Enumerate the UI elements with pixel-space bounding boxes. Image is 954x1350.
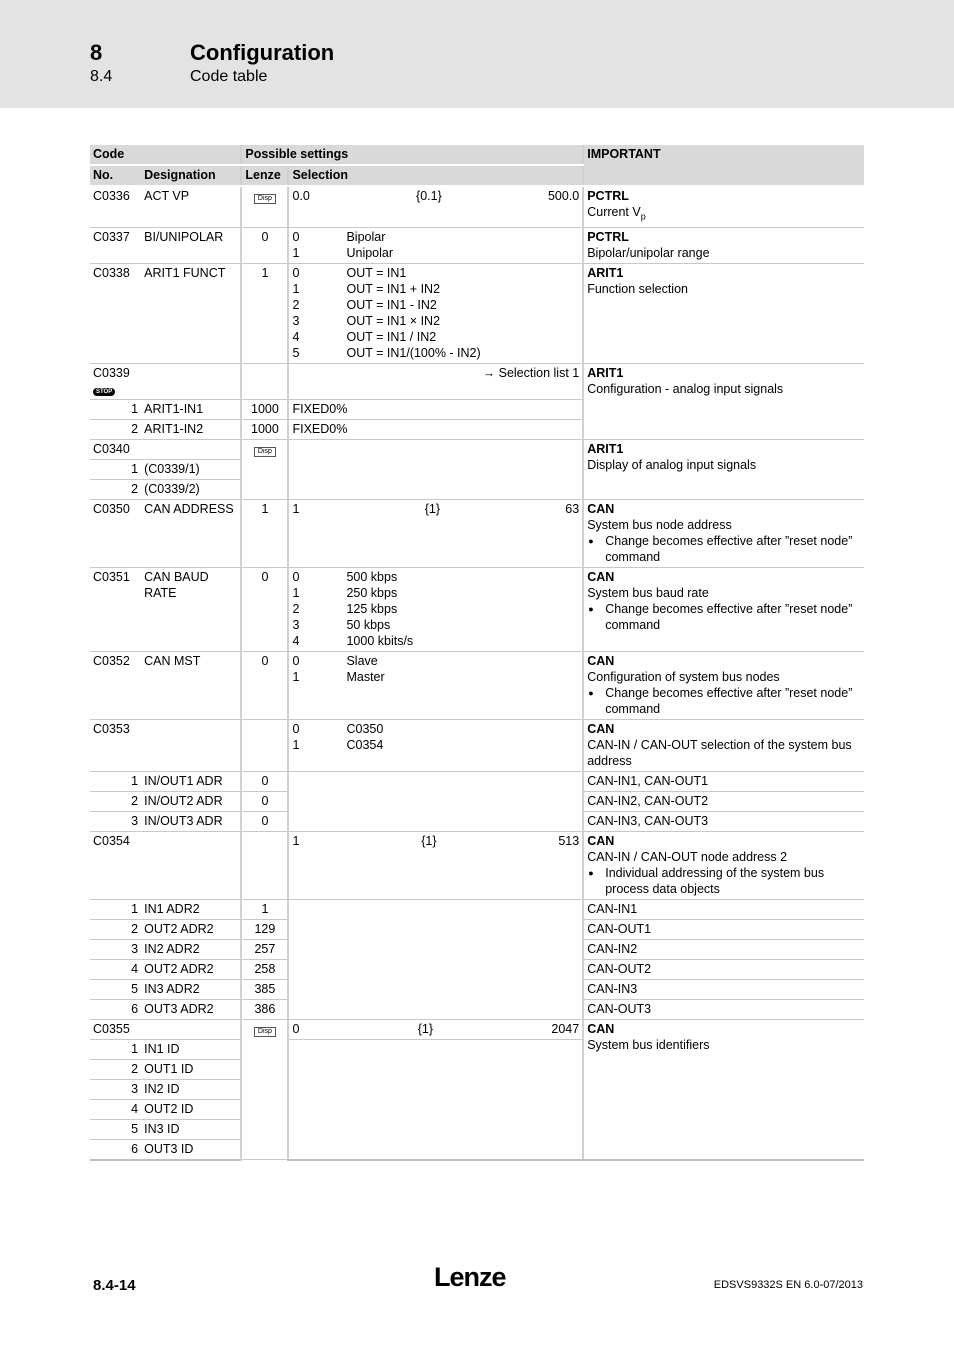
display-only-icon: Disp [254, 447, 276, 457]
lenze-value: 258 [241, 959, 288, 979]
range-max: 63 [565, 501, 580, 516]
lenze-value: 0 [241, 227, 288, 263]
lenze-value: 129 [241, 919, 288, 939]
option-text: OUT = IN1 × IN2 [346, 313, 441, 328]
subcode-no: 1 [105, 771, 141, 791]
option-text: Bipolar [346, 229, 386, 244]
lenze-value: 385 [241, 979, 288, 999]
subcode-no: 1 [105, 459, 141, 479]
option-value: 4 [292, 329, 300, 344]
designation: CAN ADDRESS [141, 499, 241, 567]
table-row [90, 567, 864, 651]
option-text: OUT = IN1 - IN2 [346, 297, 437, 312]
option-value: 1 [292, 737, 300, 752]
code-no: C0355 [90, 1019, 141, 1039]
bullet-item: ● Change becomes effective after ”reset node” command [605, 601, 861, 633]
range-min: 1 [292, 501, 300, 516]
option-value: 4 [292, 633, 300, 648]
lenze-value: 386 [241, 999, 288, 1019]
designation: CAN MST [141, 651, 241, 719]
col-header-possible-settings: Possible settings [241, 145, 583, 165]
range-step: {0.1} [416, 189, 442, 203]
stop-icon: STOP [93, 388, 115, 396]
designation: IN2 ID [141, 1079, 241, 1099]
code-no: C0336 [90, 186, 141, 227]
designation: (C0339/2) [141, 479, 241, 499]
subcode-no: 1 [105, 899, 141, 919]
bullet-list [587, 865, 861, 897]
code-no: C0351 [90, 567, 141, 651]
designation: IN3 ID [141, 1119, 241, 1139]
code-no: C0340 [90, 439, 141, 459]
important-text: CAN-IN1, CAN-OUT1 [583, 771, 864, 791]
subcode-no: 4 [105, 1099, 141, 1119]
range-min: 1 [292, 833, 300, 848]
table-row [90, 499, 864, 567]
important-text: CAN-OUT2 [583, 959, 864, 979]
option-text: 50 kbps [346, 617, 391, 632]
important-text: CAN-IN / CAN-OUT node address 2 [587, 849, 788, 864]
col-header-lenze: Lenze [241, 165, 288, 186]
subscript: p [640, 211, 646, 222]
designation: IN/OUT1 ADR [141, 771, 241, 791]
important-text: CAN-OUT3 [583, 999, 864, 1019]
col-header-code: Code [90, 145, 241, 165]
subcode-no: 2 [105, 419, 141, 439]
table-row [90, 263, 864, 363]
lenze-value: 1 [241, 499, 288, 567]
option-value: 2 [292, 601, 300, 616]
important-title: ARIT1 [587, 441, 624, 456]
option-text: Unipolar [346, 245, 394, 260]
subcode-no: 2 [105, 479, 141, 499]
designation: IN1 ID [141, 1039, 241, 1059]
table-row [90, 363, 864, 399]
col-header-no: No. [90, 165, 141, 186]
code-no: C0352 [90, 651, 141, 719]
designation: OUT3 ADR2 [141, 999, 241, 1019]
document-id: EDSVS9332S EN 6.0-07/2013 [713, 1279, 863, 1291]
table-header-row [90, 145, 864, 165]
designation: IN2 ADR2 [141, 939, 241, 959]
table-row [90, 1019, 864, 1039]
subcode-no: 6 [105, 999, 141, 1019]
code-table [90, 145, 864, 1161]
lenze-value: 0 [241, 791, 288, 811]
important-text: System bus identifiers [587, 1037, 710, 1052]
option-text: 250 kbps [346, 585, 398, 600]
option-text: OUT = IN1 [346, 265, 407, 280]
option-value: 1 [292, 281, 300, 296]
option-value: 0 [292, 569, 300, 584]
important-title: CAN [587, 833, 615, 848]
option-value: 3 [292, 617, 300, 632]
subcode-no: 2 [105, 791, 141, 811]
important-text: CAN-IN2, CAN-OUT2 [583, 791, 864, 811]
important-text: CAN-IN2 [583, 939, 864, 959]
subcode-no: 1 [105, 1039, 141, 1059]
code-no: C0338 [90, 263, 141, 363]
lenze-value: 257 [241, 939, 288, 959]
display-only-icon: Disp [254, 194, 276, 204]
lenze-value: 0 [241, 567, 288, 651]
option-value: 5 [292, 345, 300, 360]
chapter-number: 8 [90, 40, 103, 65]
designation: CAN BAUD RATE [141, 567, 241, 651]
lenze-value: 0 [241, 771, 288, 791]
option-value: 2 [292, 297, 300, 312]
option-text: C0354 [346, 737, 384, 752]
important-text: CAN-IN / CAN-OUT selection of the system bus address [587, 737, 852, 768]
option-value: 0 [292, 721, 300, 736]
important-text: Current V [587, 205, 641, 219]
lenze-logo: Lenze [434, 1262, 506, 1292]
table-row [90, 831, 864, 899]
designation: ARIT1-IN2 [141, 419, 241, 439]
important-text: System bus baud rate [587, 585, 709, 600]
lenze-value: 1 [241, 899, 288, 919]
important-text: CAN-IN3 [583, 979, 864, 999]
selection-value: FIXED0% [288, 419, 583, 439]
bullet-list [587, 601, 861, 633]
designation: IN3 ADR2 [141, 979, 241, 999]
value-range [292, 833, 579, 849]
subcode-no: 5 [105, 1119, 141, 1139]
designation: OUT3 ID [141, 1139, 241, 1160]
designation: OUT1 ID [141, 1059, 241, 1079]
subcode-no: 3 [105, 811, 141, 831]
designation: IN/OUT2 ADR [141, 791, 241, 811]
important-title: CAN [587, 501, 615, 516]
code-no: C0339 [93, 365, 130, 380]
lenze-value: 0 [241, 811, 288, 831]
subcode-no: 6 [105, 1139, 141, 1160]
option-text: 500 kbps [346, 569, 398, 584]
subcode-no: 3 [105, 1079, 141, 1099]
selection-list [292, 229, 579, 261]
range-step: {1} [421, 833, 437, 848]
option-text: OUT = IN1/(100% - IN2) [346, 345, 481, 360]
option-value: 0 [292, 229, 300, 244]
range-step: {1} [417, 1021, 434, 1036]
code-no: C0337 [90, 227, 141, 263]
section-number: 8.4 [90, 68, 113, 85]
option-text: C0350 [346, 721, 384, 736]
value-range [292, 188, 579, 204]
option-text: 1000 kbits/s [346, 633, 414, 648]
option-value: 1 [292, 585, 300, 600]
value-range [292, 501, 579, 517]
subcode-no: 1 [105, 399, 141, 419]
bullet-item: ● Change becomes effective after ”reset node” command [605, 533, 861, 565]
display-only-icon: Disp [254, 1027, 276, 1037]
option-value: 3 [292, 313, 300, 328]
important-text: Configuration of system bus nodes [587, 669, 780, 684]
col-header-selection: Selection [288, 165, 583, 186]
table-row [90, 227, 864, 263]
subcode-no: 5 [105, 979, 141, 999]
bullet-item: ● Individual addressing of the system bus process data objects [605, 865, 861, 897]
section-title: Code table [190, 68, 268, 85]
page-number: 8.4-14 [93, 1277, 136, 1294]
designation: IN1 ADR2 [141, 899, 241, 919]
table-row [90, 651, 864, 719]
important-title: CAN [587, 1021, 615, 1036]
subcode-no: 2 [105, 1059, 141, 1079]
table-row [90, 899, 864, 919]
important-text: CAN-OUT1 [583, 919, 864, 939]
important-title: CAN [587, 569, 615, 584]
important-title: CAN [587, 721, 615, 736]
important-title: CAN [587, 653, 615, 668]
code-no: C0350 [90, 499, 141, 567]
code-no: C0353 [90, 719, 141, 771]
col-header-important: IMPORTANT [583, 145, 864, 186]
option-text: OUT = IN1 + IN2 [346, 281, 441, 296]
selection-list [292, 569, 579, 649]
bullet-list [587, 533, 861, 565]
range-step: {1} [424, 501, 441, 516]
designation: ARIT1-IN1 [141, 399, 241, 419]
important-text: CAN-IN3, CAN-OUT3 [583, 811, 864, 831]
selection-list-ref: → Selection list 1 [288, 363, 583, 399]
designation: OUT2 ADR2 [141, 919, 241, 939]
table-row [90, 771, 864, 791]
option-text: OUT = IN1 / IN2 [346, 329, 437, 344]
selection-list [292, 265, 579, 361]
designation: (C0339/1) [141, 459, 241, 479]
important-text: CAN-IN1 [583, 899, 864, 919]
table-row [90, 439, 864, 459]
important-text: Configuration - analog input signals [587, 381, 784, 396]
subcode-no: 3 [105, 939, 141, 959]
option-value: 1 [292, 245, 300, 260]
col-header-designation: Designation [141, 165, 241, 186]
important-text: Display of analog input signals [587, 457, 757, 472]
lenze-value: 1 [241, 263, 288, 363]
code-no: C0354 [90, 831, 141, 899]
bullet-list [587, 685, 861, 717]
selection-value: FIXED0% [288, 399, 583, 419]
lenze-value: 0 [241, 651, 288, 719]
selection-list [292, 653, 579, 685]
lenze-value: 1000 [241, 419, 288, 439]
chapter-title: Configuration [190, 40, 335, 65]
subcode-no: 2 [105, 919, 141, 939]
designation: OUT2 ADR2 [141, 959, 241, 979]
designation: IN/OUT3 ADR [141, 811, 241, 831]
option-value: 1 [292, 669, 300, 684]
subcode-no: 4 [105, 959, 141, 979]
range-max: 500.0 [547, 189, 580, 203]
lenze-value: 1000 [241, 399, 288, 419]
important-text: System bus node address [587, 517, 732, 532]
option-text: 125 kbps [346, 601, 398, 616]
range-max: 513 [558, 833, 580, 848]
designation: OUT2 ID [141, 1099, 241, 1119]
important-text: Bipolar/unipolar range [587, 245, 710, 260]
important-title: PCTRL [587, 189, 629, 203]
designation: ARIT1 FUNCT [141, 263, 241, 363]
important-title: ARIT1 [587, 265, 624, 280]
range-min: 0.0 [292, 189, 310, 203]
important-title: ARIT1 [587, 365, 624, 380]
range-max: 2047 [551, 1021, 580, 1036]
option-text: Slave [346, 653, 378, 668]
option-value: 0 [292, 653, 300, 668]
option-value: 0 [292, 265, 300, 280]
header-band [0, 0, 954, 108]
range-min: 0 [292, 1021, 300, 1036]
designation: BI/UNIPOLAR [141, 227, 241, 263]
important-title: PCTRL [587, 229, 629, 244]
designation: ACT VP [141, 186, 241, 227]
important-text: Function selection [587, 281, 688, 296]
bullet-item: ● Change becomes effective after ”reset node” command [605, 685, 861, 717]
table-row [90, 719, 864, 771]
selection-list [292, 721, 579, 753]
option-text: Master [346, 669, 385, 684]
value-range [292, 1021, 579, 1037]
table-row [90, 186, 864, 227]
